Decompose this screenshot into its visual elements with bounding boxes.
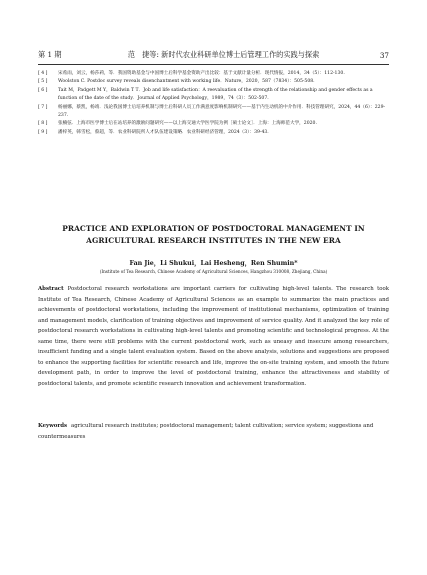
reference-item (38, 104, 389, 121)
reference-text: Tait M，Padgett M Y，Baldwin T T．Job and life satisfaction：A reevaluation of the strength of the relationship and gender effects as a function of the date of the study．Journal of Applied Psychology，1989，74（3）：502-507. (58, 87, 373, 102)
reference-number: [ 5 ] (38, 79, 48, 85)
reference-number: [ 4 ] (38, 71, 48, 76)
abstract (38, 284, 389, 389)
abstract-text: Postdoctoral research workstations are important carriers for cultivating high-level talents. The research took Institute of Tea Research, Chinese Academy of Agricultural Sciences as an example to summarize the main practices and achievements of postdoctoral workstations, including the improvement of institutional mechanisms, optimization of training and management models, clarification of training objectives and improvement of service quality. And it analyzed the key role of postdoctoral research workstations in cultivating high-level talents and promoting scientific and technological progress. At the same time, there were still problems with the current postdoctoral work, such as uneasy and insecure among researchers, insufficient funding and a single talent evaluation system. Based on the above analysis, solutions and suggestions are proposed to enhance the supporting facilities for scientific research and life, improve the on-site training system, and smooth the future development path, in order to improve the level of postdoctoral training, enhance the attractiveness and stability of postdoctoral talents, and promote scientific research innovation and achievement transformation. (38, 286, 389, 387)
reference-number: [ 9 ] (38, 129, 48, 135)
reference-text: 张楠弦．上海市医学博士后在站培养的激励问题研究——以上海交通大学医学院为例［硕士论文］．上海：上海师范大学，2020. (58, 121, 317, 127)
reference-item (38, 78, 389, 86)
reference-item (38, 129, 389, 137)
paper-title-line-2: AGRICULTURAL RESEARCH INSTITUTES IN THE NEW ERA (86, 236, 341, 245)
issue-label: 第 1 期 (38, 50, 62, 59)
reference-text: Woolston C. Postdoc survey reveals disenchantment with working life．Nature，2020，587（7834）：505-508. (58, 79, 315, 85)
reference-text: 杨丽娜，蔡凯，杨靖．浅论我国博士后培养机制与博士后科研人员工作满意度影响机制研究——基于内生动机的中介作用．科技管理研究，2024，44（6）：229-237. (58, 104, 386, 119)
reference-item (38, 120, 389, 128)
reference-number: [ 8 ] (38, 121, 48, 127)
reference-text: 潘梓英，韩雪松，蔡超，等．农业科研院所人才队伍建设策略．农业科研经济管理，2024（3）：39-43. (58, 129, 269, 135)
page-number: 37 (379, 50, 389, 60)
author-affiliation: (Institute of Tea Research, Chinese Academy of Agricultural Sciences, Hangzhou 310008, Zhejiang, China) (99, 269, 328, 274)
author-list: Fan Jie，Li Shukui，Lai Hesheng，Ren Shumin* (129, 260, 298, 267)
keywords-text: agricultural research institutes; postdoctoral management; talent cultivation; service system; suggestions and countermeasures (38, 423, 374, 440)
paper-title-line-1: PRACTICE AND EXPLORATION OF POSTDOCTORAL MANAGEMENT IN (62, 224, 365, 233)
keywords (38, 421, 389, 442)
reference-number: [ 6 ] (38, 87, 48, 93)
paper-title (60, 223, 367, 247)
reference-text: 宋希雨，刘云，杨莎莉，等．我国资助基金与中国博士后科学基金资助产出比较：基于文献计量分析．现代情报，2014，34（5）：112-130. (58, 71, 345, 76)
running-header (38, 48, 389, 62)
abstract-label: Abstract (38, 286, 64, 292)
reference-item (38, 70, 389, 78)
reference-list (38, 70, 389, 137)
reference-number: [ 7 ] (38, 104, 48, 110)
reference-item (38, 87, 389, 104)
running-title: 范 捷等: 新时代农业科研单位博士后管理工作的实践与探索 (127, 50, 320, 59)
keywords-label: Keywords (38, 423, 68, 429)
header-rule (38, 64, 389, 65)
